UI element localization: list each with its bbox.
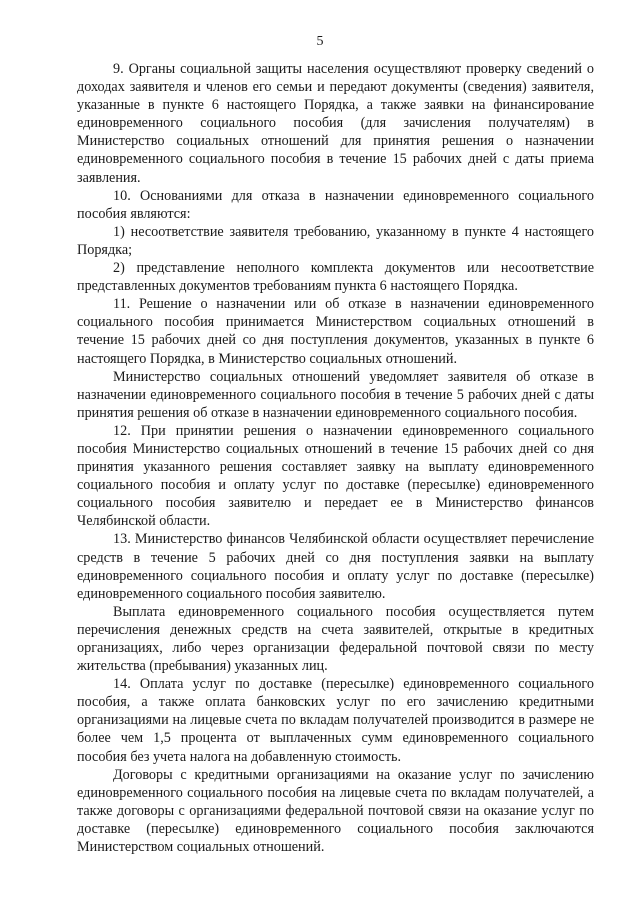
paragraph-item-14: 14. Оплата услуг по доставке (пересылке) единовременного социального пособия, а также оплата банковских услуг по его зачислению кредитными организациями на лицевые счета по вкладам получателей производится в размере не более чем 1,5 процента от выплаченных сумм единовременного социального пособия без учета налога на добавленную стоимость.	[77, 676, 594, 765]
paragraph-payment-method: Выплата единовременного социального пособия осуществляется путем перечисления денежных средств на счета заявителей, открытые в кредитных организациях, либо через организации федеральной почтовой связи по месту жительства (пребывания) указанных лиц.	[77, 603, 594, 675]
paragraph-item-11: 11. Решение о назначении или об отказе в назначении единовременного социального пособия принимается Министерством социальных отношений в течение 15 рабочих дней со дня поступления документов, указанных в пункте 6 настоящего Порядка, в Министерство социальных отношений.	[77, 296, 594, 367]
paragraph-item-9: 9. Органы социальной защиты населения осуществляют проверку сведений о доходах заявителя и членов его семьи и передают документы (сведения) заявителя, указанные в пункте 6 настоящего Порядка, а также заявки на финансирование единовременного социального пособия (для зачисления получателям) в Министерство социальных отношений для принятия решения о назначении единовременного социального пособия в течение 15 рабочих дней с даты приема заявления.	[77, 61, 594, 186]
paragraph-contracts: Договоры с кредитными организациями на оказание услуг по зачислению единовременного социального пособия на лицевые счета по вкладам получателей, а также договоры с организациями федеральной почтовой связи на оказание услуг по доставке (пересылке) единовременного социального пособия заключаются Министерством социальных отношений.	[77, 766, 594, 856]
page-number: 5	[316, 34, 324, 49]
paragraph-item-13: 13. Министерство финансов Челябинской области осуществляет перечисление средств в течение 5 рабочих дней со дня поступления заявки на выплату единовременного социального пособия и оплату услуг по доставке (пересылке) единовременного социального пособия заявителю.	[77, 531, 594, 602]
subparagraph-10-2: 2) представление неполного комплекта документов или несоответствие представленных документов требованиям пункта 6 настоящего Порядка.	[77, 260, 594, 295]
paragraph-item-10: 10. Основаниями для отказа в назначении единовременного социального пособия являются:	[77, 187, 594, 222]
subparagraph-10-1: 1) несоответствие заявителя требованию, указанному в пункте 4 настоящего Порядка;	[77, 223, 594, 258]
document-body	[77, 60, 594, 856]
paragraph-item-12: 12. При принятии решения о назначении единовременного социального пособия Министерство социальных отношений в течение 15 рабочих дней со дня принятия указанного решения составляет заявку на выплату единовременного социального пособия и оплату услуг по доставке (пересылке) единовременного социального пособия заявителю и передает ее в Министерство финансов Челябинской области.	[77, 422, 594, 530]
paragraph-refusal-notice: Министерство социальных отношений уведомляет заявителя об отказе в назначении единовременного социального пособия в течение 5 рабочих дней с даты принятия решения об отказе в назначении единовременного социального пособия.	[77, 368, 594, 421]
